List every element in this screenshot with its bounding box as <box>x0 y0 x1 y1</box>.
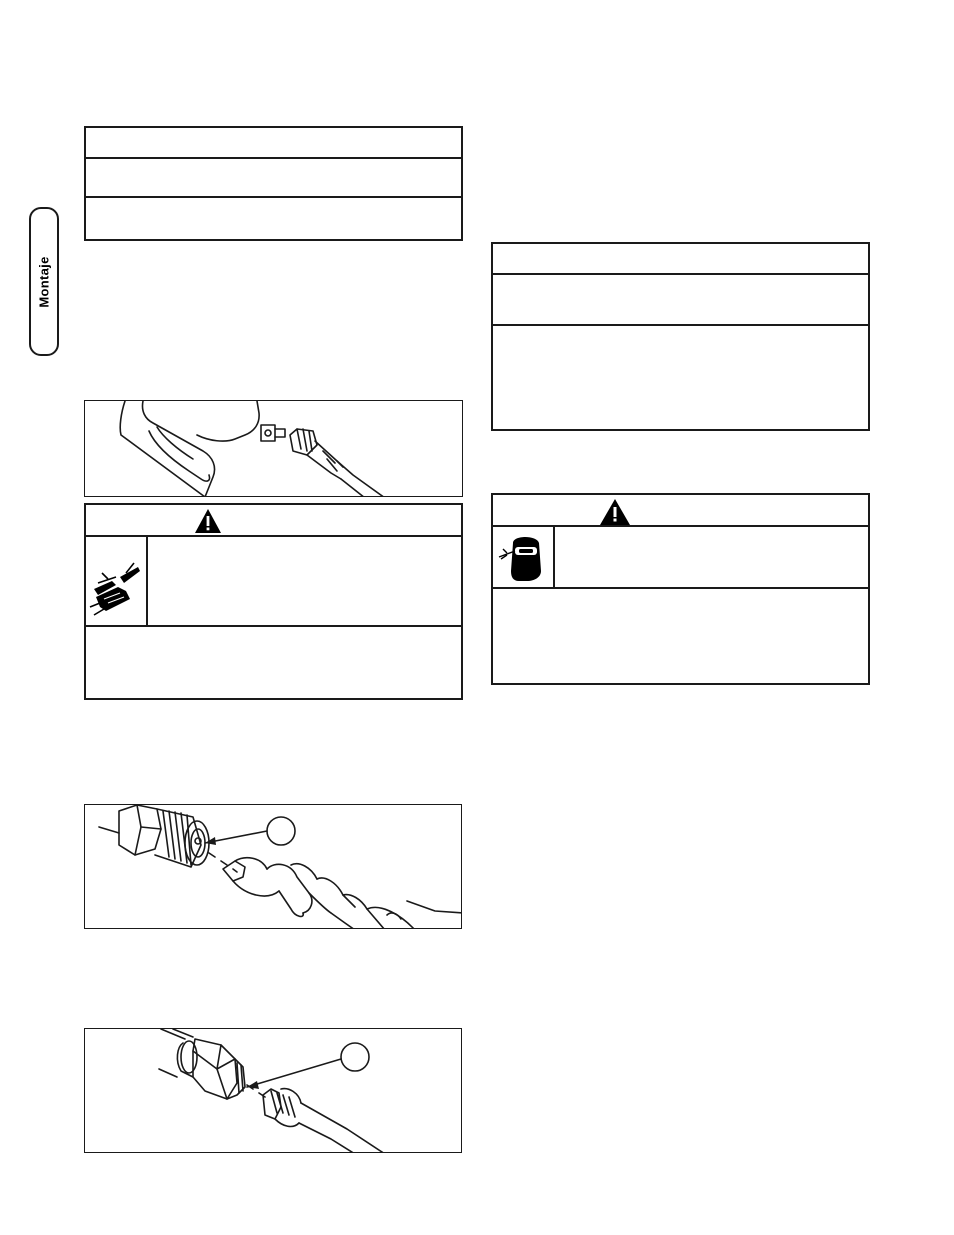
hand-spray-hazard-icon <box>86 537 146 625</box>
table-divider <box>86 157 461 159</box>
warning-header <box>86 505 461 536</box>
warning-triangle-icon <box>194 508 222 534</box>
safety-goggles-icon <box>493 527 553 587</box>
info-table-top-left <box>84 126 463 241</box>
quick-coupler-illustration <box>85 805 462 929</box>
figure-hose-fitting <box>84 1028 462 1153</box>
warning-box-injection-hazard <box>84 503 463 700</box>
info-table-right <box>491 242 870 431</box>
warning-icon-divider <box>146 535 148 626</box>
figure-spray-gun-connection <box>84 400 463 497</box>
section-side-tab-label: Montaje <box>36 255 52 308</box>
figure-quick-coupler <box>84 804 462 929</box>
table-divider <box>493 324 868 326</box>
spray-gun-illustration <box>85 401 463 497</box>
hose-fitting-illustration <box>85 1029 462 1153</box>
warning-header <box>493 495 868 526</box>
warning-box-eye-protection <box>491 493 870 685</box>
table-divider <box>86 196 461 198</box>
warning-icon-divider <box>553 525 555 588</box>
warning-divider <box>86 625 461 627</box>
section-side-tab <box>29 207 59 356</box>
table-divider <box>493 273 868 275</box>
warning-triangle-icon <box>599 498 631 526</box>
warning-divider <box>493 587 868 589</box>
